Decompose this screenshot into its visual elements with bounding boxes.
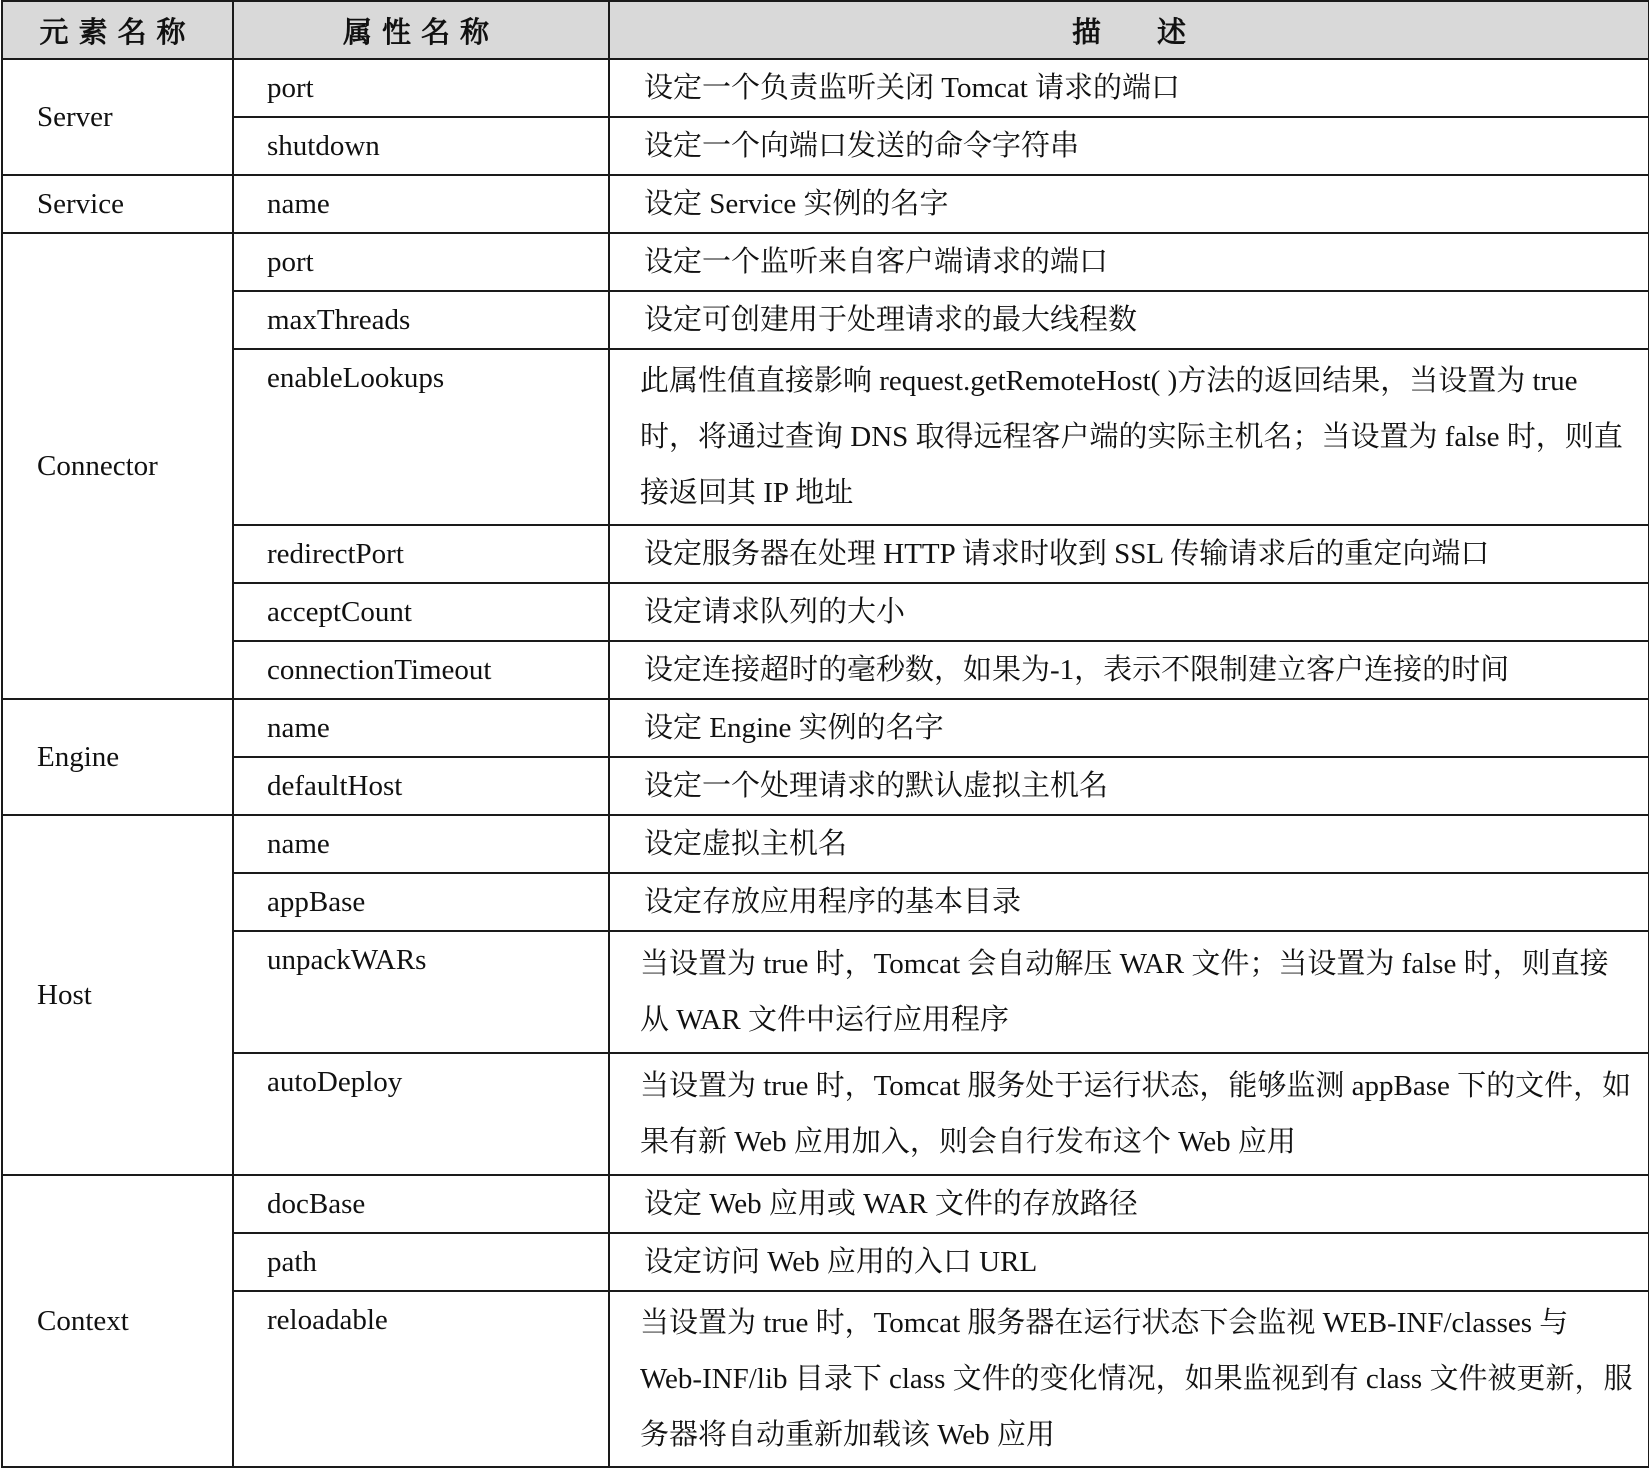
table-row	[2, 1291, 1649, 1467]
table-row	[2, 641, 1649, 699]
description-cell: 当设置为 true 时，Tomcat 会自动解压 WAR 文件；当设置为 false 时，则直接从 WAR 文件中运行应用程序	[609, 931, 1649, 1053]
description-cell: 设定 Web 应用或 WAR 文件的存放路径	[609, 1175, 1649, 1233]
attribute-cell: port	[233, 233, 609, 291]
description-cell: 设定访问 Web 应用的入口 URL	[609, 1233, 1649, 1291]
table-row	[2, 931, 1649, 1053]
header-attribute-name: 属性名称	[233, 1, 609, 59]
description-cell: 设定存放应用程序的基本目录	[609, 873, 1649, 931]
description-cell: 设定一个向端口发送的命令字符串	[609, 117, 1649, 175]
attribute-cell: shutdown	[233, 117, 609, 175]
attribute-cell: name	[233, 815, 609, 873]
attribute-cell: reloadable	[233, 1291, 609, 1467]
element-cell-service: Service	[2, 175, 233, 233]
attribute-cell: name	[233, 699, 609, 757]
table-row	[2, 815, 1649, 873]
table-row	[2, 873, 1649, 931]
description-cell: 设定可创建用于处理请求的最大线程数	[609, 291, 1649, 349]
attribute-cell: appBase	[233, 873, 609, 931]
description-cell: 设定 Service 实例的名字	[609, 175, 1649, 233]
attribute-cell: defaultHost	[233, 757, 609, 815]
table-row	[2, 1053, 1649, 1175]
attribute-cell: connectionTimeout	[233, 641, 609, 699]
tomcat-attribute-table	[1, 0, 1649, 1468]
description-cell: 设定服务器在处理 HTTP 请求时收到 SSL 传输请求后的重定向端口	[609, 525, 1649, 583]
attribute-cell: port	[233, 59, 609, 117]
attribute-cell: unpackWARs	[233, 931, 609, 1053]
attribute-cell: redirectPort	[233, 525, 609, 583]
table-row	[2, 175, 1649, 233]
table-row	[2, 117, 1649, 175]
attribute-cell: autoDeploy	[233, 1053, 609, 1175]
element-cell-host: Host	[2, 815, 233, 1175]
description-cell: 设定连接超时的毫秒数，如果为-1，表示不限制建立客户连接的时间	[609, 641, 1649, 699]
element-cell-connector: Connector	[2, 233, 233, 699]
description-cell: 设定一个监听来自客户端请求的端口	[609, 233, 1649, 291]
attribute-cell: path	[233, 1233, 609, 1291]
header-element-name: 元素名称	[2, 1, 233, 59]
table-row	[2, 583, 1649, 641]
description-cell: 设定 Engine 实例的名字	[609, 699, 1649, 757]
attribute-cell: enableLookups	[233, 349, 609, 525]
header-row	[2, 1, 1649, 59]
table-row	[2, 233, 1649, 291]
description-cell: 设定虚拟主机名	[609, 815, 1649, 873]
attribute-cell: name	[233, 175, 609, 233]
table-row	[2, 1175, 1649, 1233]
description-cell: 当设置为 true 时，Tomcat 服务处于运行状态，能够监测 appBase 下的文件，如果有新 Web 应用加入，则会自行发布这个 Web 应用	[609, 1053, 1649, 1175]
table-row	[2, 525, 1649, 583]
table-row	[2, 291, 1649, 349]
table-row	[2, 59, 1649, 117]
element-cell-context: Context	[2, 1175, 233, 1467]
element-cell-server: Server	[2, 59, 233, 175]
description-cell: 设定一个负责监听关闭 Tomcat 请求的端口	[609, 59, 1649, 117]
description-cell: 当设置为 true 时，Tomcat 服务器在运行状态下会监视 WEB-INF/classes 与 Web-INF/lib 目录下 class 文件的变化情况，如果监视到有 class 文件被更新，服务器将自动重新加载该 Web 应用	[609, 1291, 1649, 1467]
description-cell: 设定请求队列的大小	[609, 583, 1649, 641]
table-row	[2, 349, 1649, 525]
description-cell: 设定一个处理请求的默认虚拟主机名	[609, 757, 1649, 815]
attribute-cell: acceptCount	[233, 583, 609, 641]
element-cell-engine: Engine	[2, 699, 233, 815]
table-row	[2, 1233, 1649, 1291]
description-cell: 此属性值直接影响 request.getRemoteHost( )方法的返回结果，当设置为 true 时，将通过查询 DNS 取得远程客户端的实际主机名；当设置为 false 时，则直接返回其 IP 地址	[609, 349, 1649, 525]
attribute-cell: docBase	[233, 1175, 609, 1233]
header-description: 描述	[609, 1, 1649, 59]
table-row	[2, 699, 1649, 757]
table-row	[2, 757, 1649, 815]
attribute-cell: maxThreads	[233, 291, 609, 349]
